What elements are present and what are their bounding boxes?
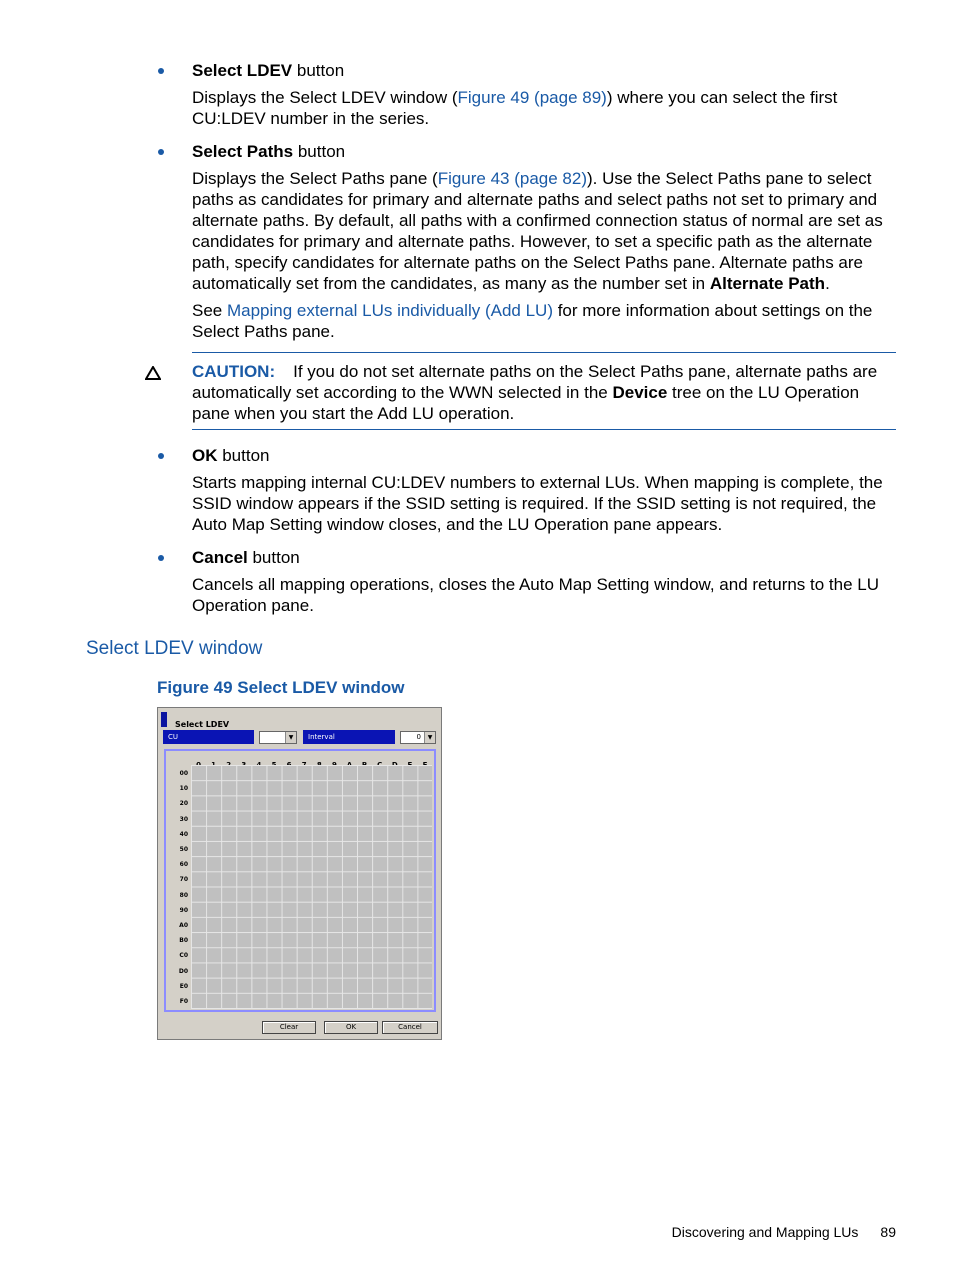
bullet-desc-select-paths: Displays the Select Paths pane (Figure 43 (page 82)). Use the Select Paths pane to select paths as candidates for primary and alternate paths and select paths not set to primary and alternate paths. By default, all paths with a confirmed connection status of normal are set as candidates for primary and alternate paths. However, to set a specific path as the alternate path, specify candidates for alternate paths on the Select Paths pane. Alternate paths are automatically set from the candidates, as many as the number set in Alternate Path. bbox=[192, 169, 883, 293]
cu-select[interactable] bbox=[259, 731, 297, 744]
page-footer bbox=[672, 1222, 896, 1243]
grid-row-header: E0 bbox=[179, 982, 188, 990]
figure-49-link[interactable]: Figure 49 (page 89) bbox=[457, 88, 607, 107]
grid-row-header: 20 bbox=[179, 800, 188, 808]
grid-row-header: 00 bbox=[179, 770, 188, 777]
chevron-down-icon[interactable]: ▼ bbox=[424, 732, 435, 743]
caution-top-rule bbox=[192, 352, 896, 353]
grid-row-header: 10 bbox=[179, 785, 188, 793]
bullet-title-select-paths: Select Paths button bbox=[192, 142, 346, 161]
chevron-down-icon[interactable]: ▼ bbox=[285, 732, 296, 743]
caution-text: CAUTION: If you do not set alternate paths on the Select Paths pane, alternate paths are automatically set according to the WWN selected in the Device tree on the LU Operation pane when you start the Add LU operation. bbox=[192, 362, 878, 423]
cu-label: CU bbox=[163, 730, 254, 744]
caution-label: CAUTION: bbox=[192, 362, 276, 381]
page-number: 89 bbox=[880, 1224, 896, 1240]
title-accent-bar bbox=[161, 712, 167, 727]
footer-section: Discovering and Mapping LUs bbox=[671, 1224, 859, 1240]
grid-row-header: D0 bbox=[178, 967, 188, 975]
cancel-button[interactable]: Cancel bbox=[382, 1021, 438, 1034]
caution-bottom-rule bbox=[192, 429, 896, 430]
bullet-title-cancel: Cancel button bbox=[192, 548, 300, 567]
grid-row-header: 40 bbox=[179, 830, 188, 838]
bullet-marker bbox=[158, 555, 164, 561]
grid-row-header: 60 bbox=[179, 861, 188, 869]
clear-button[interactable]: Clear bbox=[262, 1021, 316, 1034]
bullet-marker bbox=[158, 68, 164, 74]
caution-icon bbox=[145, 366, 161, 380]
grid-row-header: 50 bbox=[179, 846, 188, 853]
bullet-marker bbox=[158, 453, 164, 459]
grid-row-header: B0 bbox=[179, 937, 188, 945]
grid-row-header: A0 bbox=[179, 922, 188, 929]
see-also-paragraph: See Mapping external LUs individually (Add LU) for more information about settings on the Select Paths pane. bbox=[192, 301, 873, 341]
bullet-title-ok: OK button bbox=[192, 446, 270, 465]
grid-row-header: C0 bbox=[179, 952, 188, 960]
dialog-title: Select LDEV bbox=[175, 720, 230, 729]
select-ldev-dialog bbox=[157, 707, 442, 1040]
figure-caption: Figure 49 Select LDEV window bbox=[157, 678, 405, 697]
grid-row-header: 90 bbox=[179, 906, 188, 914]
grid-row-header: 70 bbox=[179, 876, 188, 884]
grid-row-header: 30 bbox=[179, 815, 188, 823]
interval-label: Interval bbox=[303, 730, 395, 744]
mapping-external-lus-link[interactable]: Mapping external LUs individually (Add LU) bbox=[226, 301, 553, 320]
ok-button[interactable]: OK bbox=[324, 1021, 378, 1034]
section-heading: Select LDEV window bbox=[86, 638, 263, 659]
grid-row-header: 80 bbox=[179, 891, 188, 899]
bullet-desc-select-ldev: Displays the Select LDEV window (Figure 49 (page 89)) where you can select the first CU:LDEV number in the series. bbox=[192, 88, 838, 128]
bullet-desc-ok: Starts mapping internal CU:LDEV numbers to external LUs. When mapping is complete, the SSID window appears if the SSID setting is required. If the SSID setting is not required, the Auto Map Setting window closes, and the LU Operation pane appears. bbox=[192, 473, 883, 534]
bullet-desc-cancel: Cancels all mapping operations, closes the Auto Map Setting window, and returns to the LU Operation pane. bbox=[192, 575, 880, 615]
interval-select[interactable]: 0 ▼ bbox=[400, 731, 436, 744]
grid-row-header: F0 bbox=[179, 998, 188, 1005]
bullet-title-select-ldev: Select LDEV button bbox=[192, 61, 345, 80]
ldev-grid-cells[interactable] bbox=[191, 765, 432, 1009]
bullet-marker bbox=[158, 149, 164, 155]
figure-43-link[interactable]: Figure 43 (page 82) bbox=[437, 169, 588, 188]
